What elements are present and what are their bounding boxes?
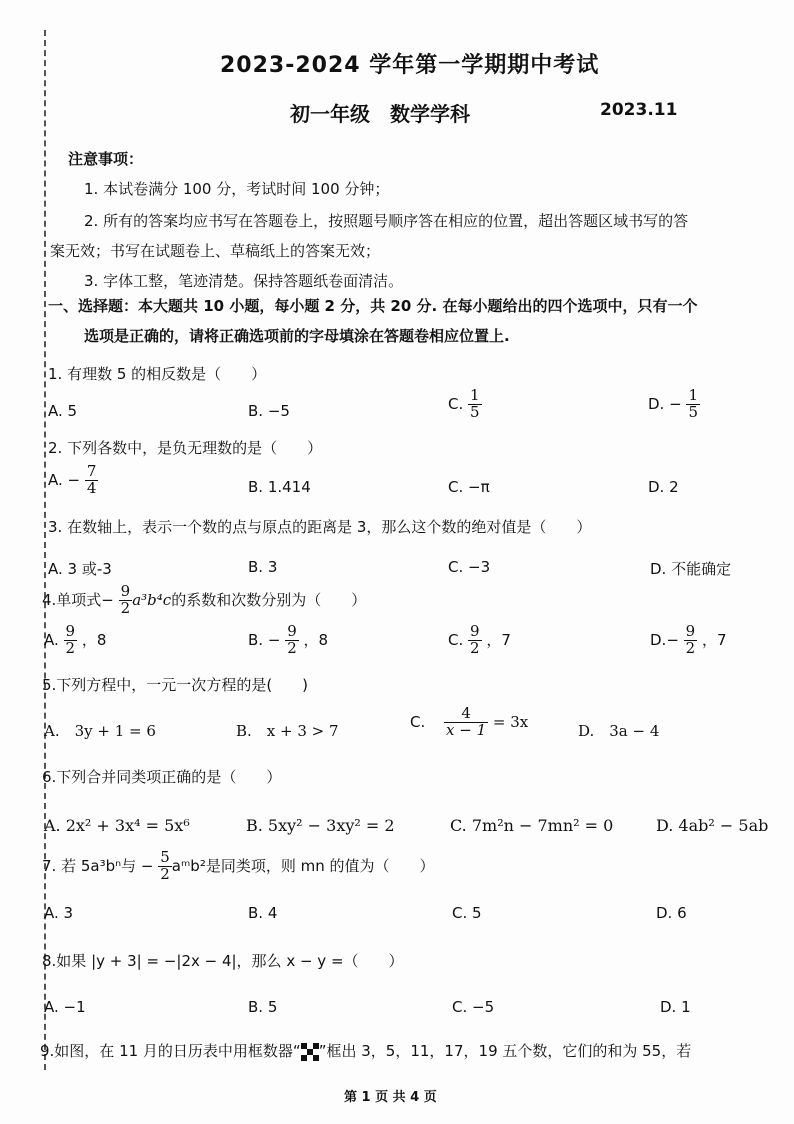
q4-b-prefix: B. − [248, 630, 281, 649]
q4-b-den: 2 [287, 638, 297, 657]
q8-option-c: C. −5 [452, 998, 495, 1016]
q2-option-b: B. 1.414 [248, 478, 311, 496]
note-2b: 案无效；书写在试题卷上、草稿纸上的答案无效； [50, 242, 381, 260]
q5-option-a: A. 3y + 1 = 6 [44, 722, 156, 740]
q9-stem-prefix: 9.如图，在 11 月的日历表中用框数器“ [40, 1042, 301, 1060]
q4-b-num: 9 [287, 622, 297, 640]
q4-stem [42, 584, 366, 617]
q4-d-prefix: D.− [650, 630, 679, 649]
q1-d-fraction [686, 388, 700, 421]
note-3: 3. 字体工整，笔迹清楚。保持答题纸卷面清洁。 [84, 272, 404, 290]
q4-c-fraction [468, 624, 482, 657]
q5-c-suffix: = 3x [492, 712, 529, 731]
q4-a-prefix: A. [44, 630, 59, 649]
q4-monomial: a³b⁴c [132, 590, 172, 609]
q3-option-b: B. 3 [248, 558, 278, 576]
q4-c-suffix: ，7 [486, 630, 511, 649]
q1-c-num: 1 [470, 386, 480, 404]
q4-d-num: 9 [685, 622, 696, 640]
q7-stem [42, 850, 435, 883]
q6-option-d: D. 4ab² − 5ab [656, 816, 769, 835]
q1-d-num: 1 [688, 386, 698, 404]
q7-stem-suffix: aᵐb²是同类项，则 mn 的值为（ ） [171, 856, 435, 875]
q2-a-num: 7 [86, 462, 97, 480]
q7-option-d: D. 6 [656, 904, 687, 922]
q3-stem: 3. 在数轴上，表示一个数的点与原点的距离是 3，那么这个数的绝对值是（ ） [48, 518, 592, 536]
frame-counter-icon [301, 1043, 319, 1061]
q2-stem: 2. 下列各数中，是负无理数的是（ ） [48, 439, 323, 457]
section1-line2: 选项是正确的，请将正确选项前的字母填涂在答题卷相应位置上. [84, 327, 510, 345]
q8-option-a: A. −1 [44, 998, 86, 1016]
q1-c-fraction [468, 388, 482, 421]
q1-c-den: 5 [470, 402, 480, 421]
note-2a: 2. 所有的答案均应书写在答题卷上，按照题号顺序答在相应的位置，超出答题区域书写的答 [84, 212, 689, 230]
exam-date: 2023.11 [600, 100, 678, 120]
q5-c-prefix: C. [410, 712, 426, 731]
q7-stem-den: 2 [160, 864, 170, 883]
q3-option-d: D. 不能确定 [650, 560, 732, 578]
q1-option-b: B. −5 [248, 402, 290, 420]
q1-stem: 1. 有理数 5 的相反数是（ ） [48, 365, 267, 383]
exam-title: 2023-2024 学年第一学期期中考试 [220, 53, 600, 78]
notes-heading: 注意事项： [68, 150, 144, 168]
page-footer: 第 1 页 共 4 页 [344, 1090, 437, 1105]
q6-option-b: B. 5xy² − 3xy² = 2 [246, 816, 395, 835]
q8-option-d: D. 1 [660, 998, 691, 1016]
q7-option-a: A. 3 [44, 904, 74, 922]
q4-a-fraction [64, 624, 78, 657]
q7-stem-num: 5 [160, 848, 170, 866]
q4-option-d [650, 624, 727, 657]
q8-stem: 8.如果 |y + 3| = −|2x − 4|，那么 x − y =（ ） [42, 952, 404, 970]
q9-stem [40, 1040, 691, 1061]
q5-c-fraction [444, 706, 488, 739]
q4-stem-suffix: 的系数和次数分别为（ ） [171, 590, 367, 609]
q4-d-den: 2 [685, 638, 696, 657]
q2-a-fraction [85, 464, 99, 497]
q4-stem-prefix: 4.单项式− [42, 590, 114, 609]
grade-subject: 初一年级 数学学科 [290, 102, 470, 126]
q5-option-c [410, 706, 528, 739]
section1-line1: 一、选择题：本大题共 10 小题，每小题 2 分，共 20 分. 在每小题给出的四个选项中，只有一个 [48, 297, 698, 315]
q4-option-a [44, 624, 106, 657]
q7-stem-fraction [158, 850, 172, 883]
q4-stem-num: 9 [120, 582, 131, 600]
q4-c-den: 2 [470, 638, 480, 657]
q4-option-b [248, 624, 328, 657]
q4-stem-den: 2 [120, 598, 131, 617]
q6-option-c: C. 7m²n − 7mn² = 0 [450, 816, 614, 835]
q4-b-fraction [285, 624, 299, 657]
q1-d-den: 5 [688, 402, 698, 421]
q4-c-num: 9 [470, 622, 480, 640]
q2-option-d: D. 2 [648, 478, 679, 496]
q2-option-c: C. −π [448, 478, 490, 496]
q5-option-d: D. 3a − 4 [578, 722, 660, 740]
q7-option-b: B. 4 [248, 904, 278, 922]
q5-c-den: x − 1 [446, 720, 487, 739]
q5-c-num: 4 [461, 704, 471, 722]
q6-stem: 6.下列合并同类项正确的是（ ） [42, 768, 282, 786]
q4-option-c [448, 624, 511, 657]
q4-a-suffix: ，8 [81, 630, 107, 649]
q4-a-den: 2 [65, 638, 76, 657]
q4-a-num: 9 [65, 622, 76, 640]
q5-stem: 5.下列方程中，一元一次方程的是( ) [42, 676, 309, 694]
q6-option-a: A. 2x² + 3x⁴ = 5x⁶ [44, 816, 190, 835]
q1-c-prefix: C. [448, 394, 464, 413]
q4-stem-fraction [119, 584, 133, 617]
q1-option-c [448, 388, 482, 421]
q7-stem-prefix: 7. 若 5a³bⁿ与 − [42, 856, 154, 875]
q4-d-suffix: ，7 [702, 630, 727, 649]
q1-d-prefix: D. − [648, 394, 682, 413]
q4-c-prefix: C. [448, 630, 464, 649]
q8-option-b: B. 5 [248, 998, 278, 1016]
q5-option-b: B. x + 3 > 7 [236, 722, 339, 740]
q2-option-a [48, 464, 98, 497]
q4-b-suffix: ，8 [303, 630, 329, 649]
q3-option-c: C. −3 [448, 558, 491, 576]
q3-option-a: A. 3 或-3 [48, 560, 112, 578]
q1-option-d [648, 388, 700, 421]
q2-a-prefix: A. − [48, 470, 81, 489]
q9-stem-suffix: ”框出 3，5，11，17，19 五个数，它们的和为 55，若 [318, 1042, 692, 1060]
q2-a-den: 4 [86, 478, 97, 497]
note-1: 1. 本试卷满分 100 分，考试时间 100 分钟； [84, 180, 390, 198]
q7-option-c: C. 5 [452, 904, 482, 922]
q4-d-fraction [684, 624, 698, 657]
q1-option-a: A. 5 [48, 402, 78, 420]
